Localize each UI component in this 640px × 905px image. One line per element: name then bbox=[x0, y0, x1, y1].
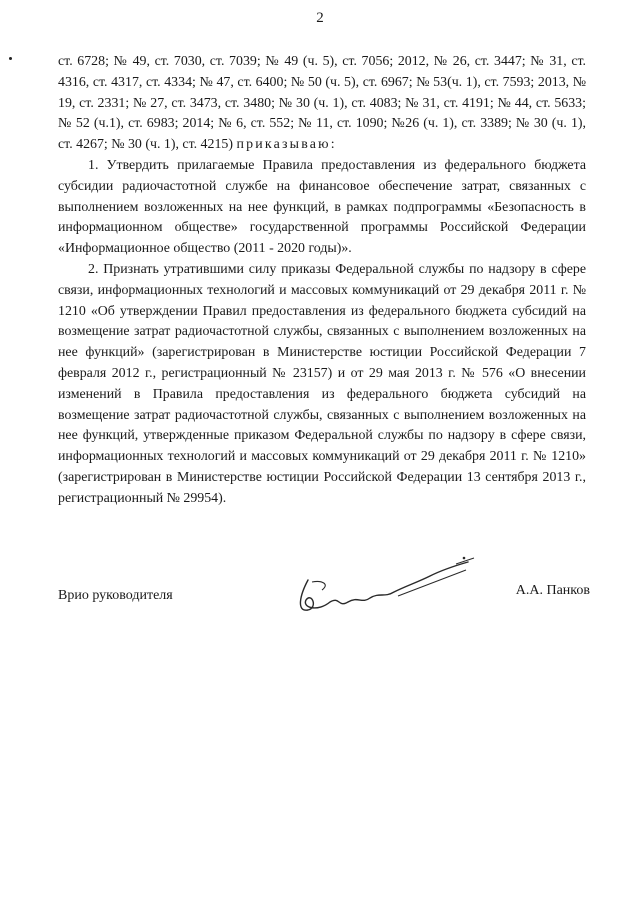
signatory-title: Врио руководителя bbox=[58, 588, 173, 603]
signatory-name: А.А. Панков bbox=[515, 583, 590, 598]
paragraph-2: 2. Признать утратившими силу приказы Федеральной службы по надзору в сфере связи, информационных технологий и массовых коммуникаций от 29 декабря 2011 г. № 1210 «Об утверждении Правил предоставления из федерального бюджета субсидий на возмещение затрат радиочастотной службы, связанных с выполнением возложенных на нее функций» (зарегистрирован в Министерстве юстиции Российской Федерации 7 февраля 2012 г., регистрационный № 23157) и от 29 мая 2013 г. № 576 «О внесении изменений в Правила предоставления из федерального бюджета субсидий на возмещение затрат радиочастотной службы, связанных с выполнением возложенных на нее функций, утвержденные приказом Федеральной службы по надзору в сфере связи, информационных технологий и массовых коммуникаций от 29 декабря 2011 г. № 1210» (зарегистрирован в Министерстве юстиции Российской Федерации 13 сентября 2013 г., регистрационный № 29954). bbox=[58, 261, 586, 506]
intro-citations: ст. 6728; № 49, ст. 7030, ст. 7039; № 49 (ч. 5), ст. 7056; 2012, № 26, ст. 3447; № 31, ст. 4316, ст. 4317, ст. 4334; № 47, ст. 6400; № 50 (ч. 5), ст. 6967; № 53(ч. 1), ст. 7593; 2013, № 19, ст. 2331; № 27, ст. 3473, ст. 3480; № 30 (ч. 1), ст. 4083; № 31, ст. 4191; № 44, ст. 5633; № 52 (ч.1), ст. 6983; 2014; № 6, ст. 552; № 11, ст. 1090; №26 (ч. 1), ст. 3389; № 30 (ч. 1), ст. 4267; № 30 (ч. 1), ст. 4215) bbox=[58, 54, 586, 153]
paragraph-intro bbox=[58, 52, 586, 156]
order-word: приказываю: bbox=[236, 137, 337, 153]
page-number: 2 bbox=[316, 10, 324, 26]
document-body bbox=[58, 52, 586, 510]
signature-block bbox=[58, 580, 590, 650]
scan-speck bbox=[9, 57, 12, 60]
paragraph-1: 1. Утвердить прилагаемые Правила предоставления из федерального бюджета субсидии радиочастотной службе на финансовое обеспечение затрат, связанных с выполнением возложенных на нее функций, в рамках подпрограммы «Безопасность в информационном обществе» государственной программы Российской Федерации «Информационное общество (2011 - 2020 годы)». bbox=[58, 157, 586, 257]
handwritten-signature bbox=[278, 540, 488, 630]
